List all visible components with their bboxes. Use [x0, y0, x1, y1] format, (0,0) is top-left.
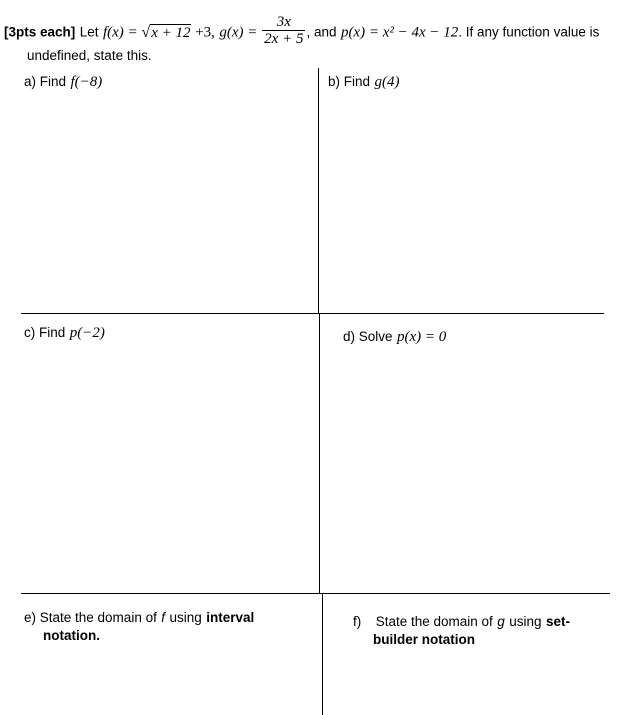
p-definition: p(x) = x² − 4x − 12 — [340, 24, 459, 41]
problem-line-2: undefined, state this. — [27, 48, 152, 63]
question-d-expr: p(x) = 0 — [396, 329, 447, 345]
question-c — [24, 324, 105, 342]
question-e — [24, 609, 254, 645]
question-d — [343, 328, 446, 346]
question-f-text: State the domain of — [375, 614, 493, 629]
question-f-var: g — [497, 614, 505, 629]
let-word: Let — [79, 24, 99, 40]
horizontal-divider-2 — [21, 593, 610, 594]
vertical-divider-bottom — [322, 593, 323, 715]
vertical-divider-middle — [319, 313, 320, 593]
question-b-expr: g(4) — [374, 74, 400, 90]
and-word: , and — [306, 24, 337, 40]
header-tail: . If any function value is — [458, 24, 600, 40]
question-a-label: a) Find — [24, 74, 67, 89]
horizontal-divider-1 — [21, 313, 604, 314]
question-f-bold1: set- — [545, 614, 570, 629]
question-e-bold2: notation. — [43, 628, 100, 643]
problem-line-1 — [4, 16, 599, 49]
question-f — [353, 613, 570, 649]
question-c-label: c) Find — [24, 325, 66, 340]
g-fraction — [262, 14, 305, 47]
f-tail: +3, — [191, 24, 215, 41]
g-definition: g(x) = — [219, 24, 262, 41]
vertical-divider-top — [318, 68, 319, 313]
question-f-mid: using — [509, 614, 542, 629]
question-c-expr: p(−2) — [69, 325, 105, 341]
question-f-label: f) — [353, 614, 362, 629]
points-tag: [3pts each] — [4, 24, 76, 40]
question-b-label: b) Find — [328, 74, 371, 89]
question-e-bold1: interval — [206, 610, 255, 625]
f-radicand: x + 12 — [151, 24, 191, 41]
g-denominator: 2x + 5 — [264, 31, 304, 47]
question-a-expr: f(−8) — [70, 74, 103, 90]
question-f-bold2: builder notation — [373, 632, 475, 647]
question-e-var: f — [161, 610, 166, 625]
radical-sign-icon: √ — [141, 23, 151, 41]
sqrt-expression — [141, 24, 191, 42]
f-definition: f(x) = — [102, 24, 142, 41]
question-d-label: d) Solve — [343, 329, 393, 344]
question-e-mid: using — [169, 610, 202, 625]
question-e-label: e) State the domain of — [24, 610, 157, 625]
question-a — [24, 73, 102, 91]
question-b — [328, 73, 399, 91]
g-numerator: 3x — [262, 14, 305, 31]
